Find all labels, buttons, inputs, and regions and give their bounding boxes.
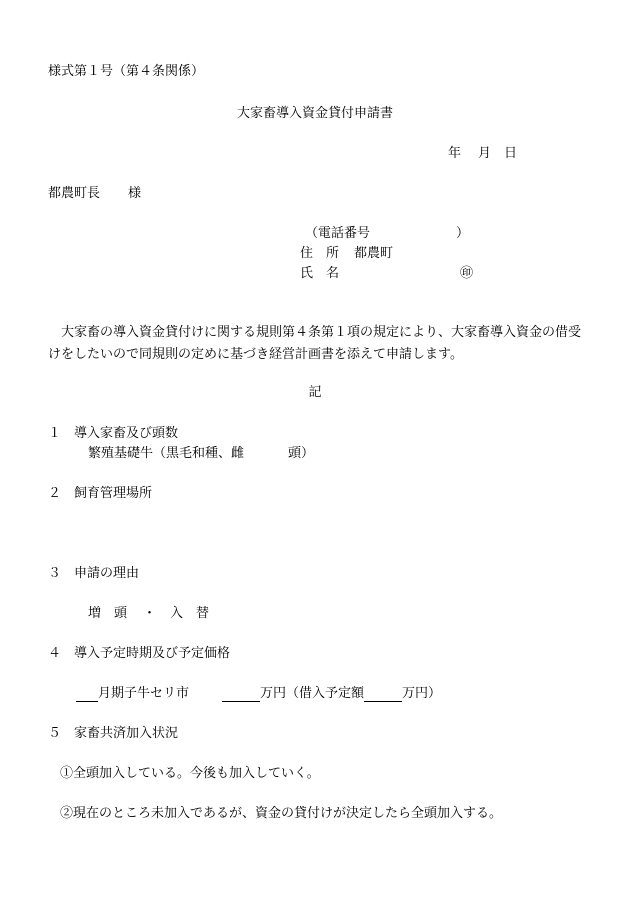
- item1-number: １: [48, 426, 62, 441]
- item4-price-line-2: [222, 686, 441, 702]
- addressee-honorific: 様: [128, 186, 142, 201]
- item3-separator: ・: [143, 606, 157, 621]
- month-blank[interactable]: [76, 688, 98, 702]
- item3-option-replace: 入 替: [170, 606, 210, 621]
- name-label: 氏 名: [300, 266, 340, 281]
- phone-close: ）: [456, 226, 470, 241]
- item4-market-label: 月期子牛セリ市: [98, 686, 190, 701]
- item4-loan-unit: 万円）: [402, 686, 442, 701]
- item5-option2: ②現在のところ未加入であるが、資金の貸付けが決定したら全頭加入する。: [60, 806, 503, 821]
- form-number: 様式第１号（第４条関係）: [48, 64, 205, 79]
- ki-heading: 記: [308, 385, 322, 400]
- address-label: 住 所: [300, 246, 340, 261]
- loan-amount-blank[interactable]: [364, 688, 402, 702]
- item4-number: ４: [48, 646, 62, 661]
- address-value: 都農町: [354, 246, 394, 261]
- item3-option-increase: 増 頭: [88, 606, 128, 621]
- item5-number: ５: [48, 726, 62, 741]
- addressee-name: 都農町長: [48, 186, 101, 201]
- item5-heading: 家畜共済加入状況: [74, 726, 179, 741]
- phone-label: （電話番号: [305, 226, 371, 241]
- item1-detail-b: 頭）: [288, 446, 315, 461]
- item5-option1: ①全頭加入している。今後も加入していく。: [60, 766, 320, 781]
- body-paragraph: 大家畜の導入資金貸付けに関する規則第４条第１項の規定により、大家畜導入資金の借受けをしたいので同規則の定めに基づき経営計画書を添えて申請します。: [48, 325, 582, 362]
- item1-heading: 導入家畜及び頭数: [74, 426, 179, 441]
- item4-price-unit: 万円（借入予定額: [260, 686, 365, 701]
- seal-mark: ㊞: [460, 266, 474, 281]
- item1-detail-a: 繁殖基礎牛（黒毛和種、雌: [88, 446, 245, 461]
- item3-number: ３: [48, 566, 62, 581]
- date-month-label: 月: [478, 146, 492, 161]
- price-blank[interactable]: [222, 688, 260, 702]
- item4-price-line: [76, 686, 189, 702]
- item4-heading: 導入予定時期及び予定価格: [74, 646, 231, 661]
- date-year-label: 年: [448, 146, 462, 161]
- item2-number: ２: [48, 486, 62, 501]
- item3-heading: 申請の理由: [74, 566, 140, 581]
- item2-heading: 飼育管理場所: [74, 486, 153, 501]
- form-title: 大家畜導入資金貸付申請書: [236, 106, 393, 121]
- date-day-label: 日: [504, 146, 518, 161]
